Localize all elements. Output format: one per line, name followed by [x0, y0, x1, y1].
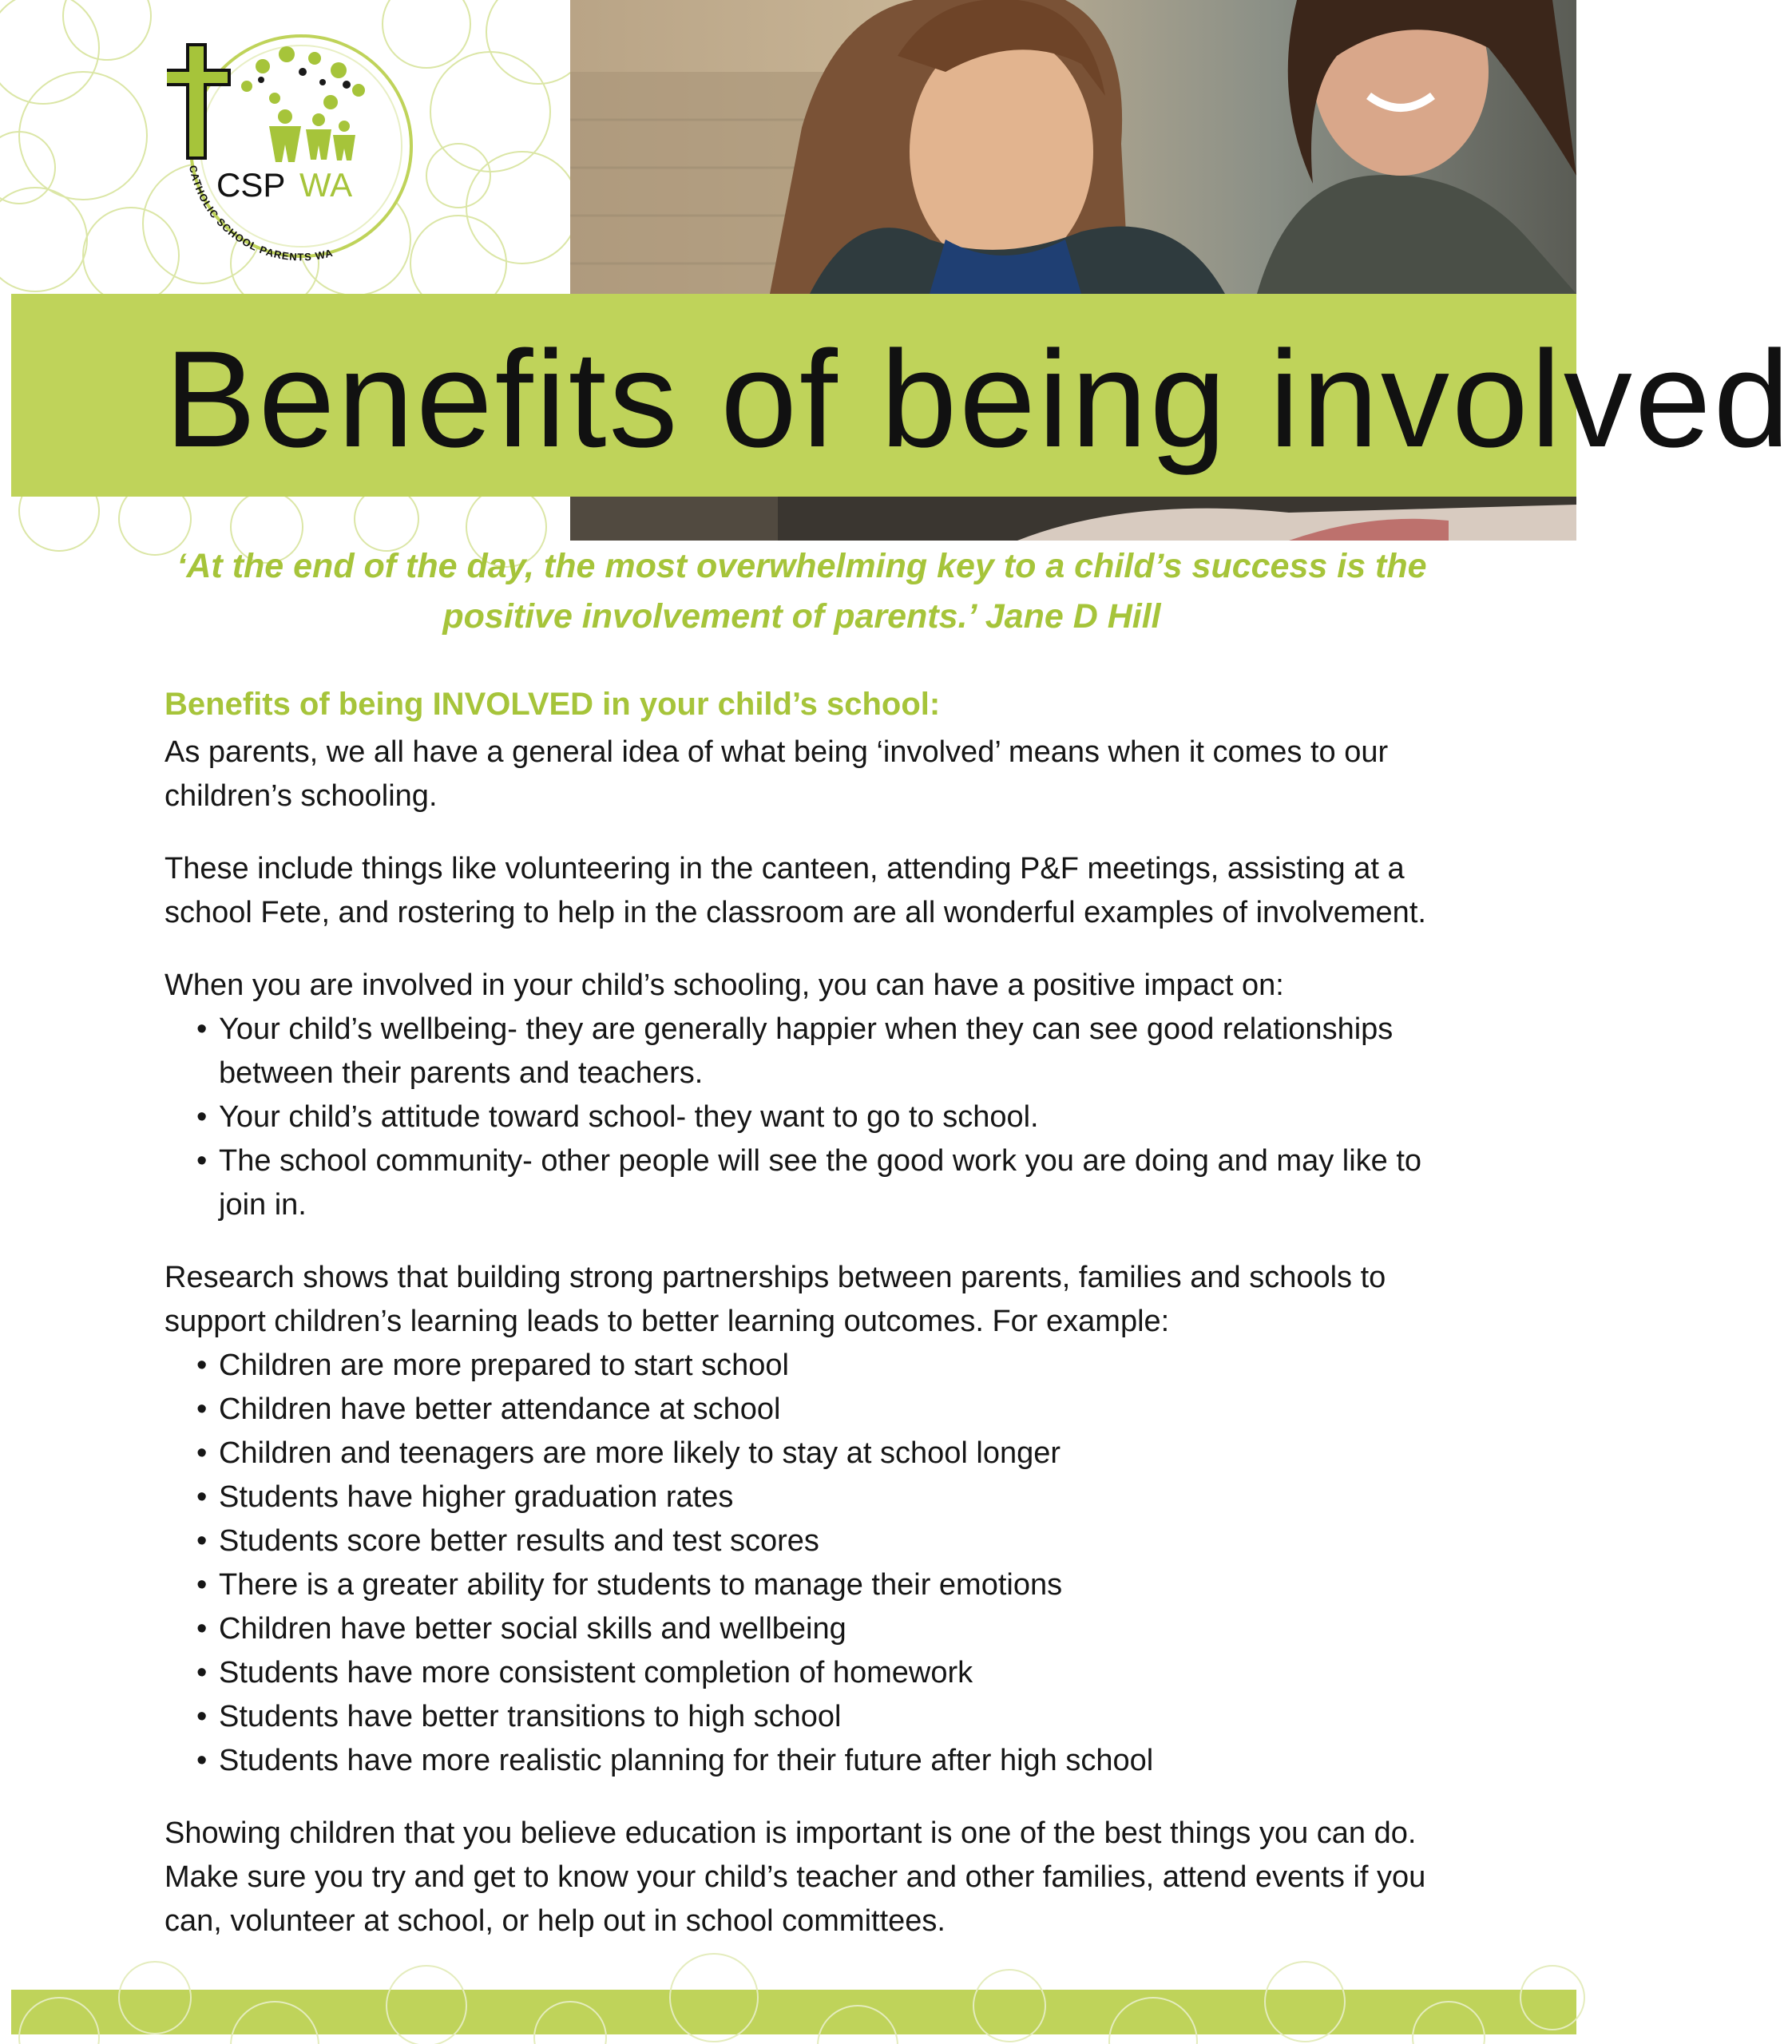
page-title: Benefits of being involved	[165, 323, 1792, 476]
list-item: • There is a greater ability for students to manage their emotions	[196, 1568, 1063, 1602]
flyer-page	[11, 0, 1792, 2034]
research-list	[165, 1344, 1458, 1783]
student-parent-photo	[570, 0, 1576, 294]
list-item: • Students have more consistent completion of homework	[196, 1656, 973, 1689]
list-item: • The school community- other people will see the good work you are doing and may like to join in.	[196, 1144, 1422, 1222]
cspwa-logo	[167, 22, 438, 270]
list-item: • Students have better transitions to high school	[196, 1700, 842, 1733]
footer-band	[11, 1990, 1576, 2034]
list-item: • Students have higher graduation rates	[196, 1480, 734, 1514]
impact-list	[165, 1008, 1458, 1227]
logo-ring-text: CATHOLIC SCHOOL PARENTS WA	[186, 164, 335, 263]
intro-paragraph-1: As parents, we all have a general idea of what being ‘involved’ means when it comes to our children’s schooling.	[165, 735, 1389, 813]
section-subheading: Benefits of being INVOLVED in your child’s school:	[165, 687, 941, 722]
footer-circle-pattern	[11, 1990, 1576, 2034]
intro-paragraph-2: These include things like volunteering in the canteen, attending P&F meetings, assisting at a school Fete, and rostering to help in the classroom are all wonderful examples of involvement.	[165, 852, 1426, 929]
list-item: • Your child’s wellbeing- they are generally happier when they can see good relationships between their parents and teachers.	[196, 1012, 1394, 1090]
photo-bottom-strip	[570, 497, 1576, 541]
research-paragraph: Research shows that building strong partnerships between parents, families and schools to support children’s learning leads to better learning outcomes. For example:	[165, 1261, 1386, 1338]
closing-paragraph: Showing children that you believe education is important is one of the best things you can do. Make sure you try and get to know your child’s teacher and other families, attend events if you can, volunteer at school, or help out in school committees.	[165, 1816, 1426, 1938]
list-item: • Children and teenagers are more likely to stay at school longer	[196, 1436, 1061, 1470]
intro-paragraph-3: When you are involved in your child’s schooling, you can have a positive impact on:	[165, 969, 1284, 1002]
logo-initials: CSP	[216, 166, 286, 204]
cross-and-family-tree-icon	[167, 22, 438, 270]
list-item: • Your child’s attitude toward school- they want to go to school.	[196, 1100, 1039, 1134]
list-item: • Children are more prepared to start school	[196, 1349, 789, 1382]
quote-line-2: positive involvement of parents.’ Jane D Hill	[442, 597, 1161, 636]
list-item: • Students have more realistic planning for their future after high school	[196, 1744, 1154, 1777]
quote	[147, 541, 1457, 642]
list-item: • Children have better attendance at school	[196, 1392, 781, 1426]
body-text	[165, 731, 1458, 1943]
list-item: • Students score better results and test scores	[196, 1524, 819, 1558]
list-item: • Children have better social skills and wellbeing	[196, 1612, 846, 1646]
logo-region: WA	[299, 166, 353, 204]
quote-line-1: ‘At the end of the day, the most overwhelming key to a child’s success is the	[176, 547, 1427, 585]
